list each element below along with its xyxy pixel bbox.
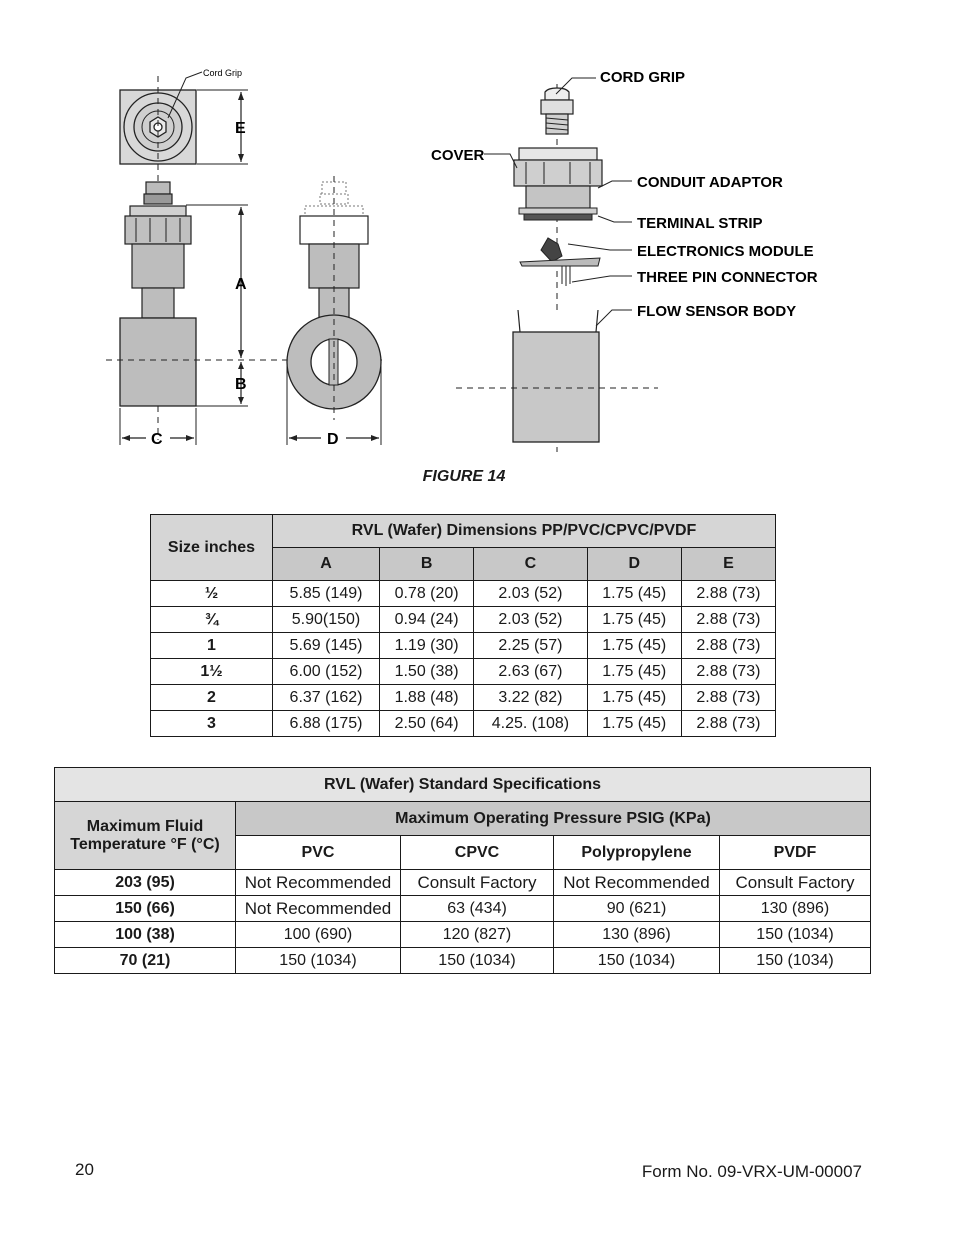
specifications-table <box>54 767 871 974</box>
size-cell: 2 <box>151 685 273 711</box>
col-header-pvc: PVC <box>236 836 401 870</box>
label-conduit-adaptor: CONDUIT ADAPTOR <box>637 174 783 191</box>
table-row <box>151 581 776 607</box>
page-number: 20 <box>75 1160 94 1179</box>
size-cell: 3 <box>151 711 273 737</box>
col-header-pvdf: PVDF <box>720 836 871 870</box>
figure-caption: FIGURE 14 <box>422 468 506 485</box>
value-cell: 1.75 (45) <box>587 581 681 607</box>
value-cell: 130 (896) <box>554 922 720 948</box>
value-cell: 150 (1034) <box>401 948 554 974</box>
temperature-cell: 70 (21) <box>55 948 236 974</box>
size-cell: ¾ <box>151 607 273 633</box>
value-cell: 3.22 (82) <box>474 685 587 711</box>
temperature-header: Maximum Fluid Temperature °F (°C) <box>55 802 236 870</box>
value-cell: 1.19 (30) <box>380 633 474 659</box>
side-view <box>287 176 381 420</box>
table-row <box>151 633 776 659</box>
label-cover: COVER <box>431 147 485 164</box>
specifications-title: RVL (Wafer) Standard Specifications <box>55 768 871 802</box>
temperature-cell: 100 (38) <box>55 922 236 948</box>
dimension-e-label: E <box>235 120 246 137</box>
value-cell: 2.50 (64) <box>380 711 474 737</box>
table-row <box>55 948 871 974</box>
value-cell: 2.88 (73) <box>681 685 775 711</box>
value-cell: 1.75 (45) <box>587 659 681 685</box>
value-cell: Consult Factory <box>401 870 554 896</box>
value-cell: 1.88 (48) <box>380 685 474 711</box>
value-cell: Consult Factory <box>720 870 871 896</box>
value-cell: 4.25. (108) <box>474 711 587 737</box>
temperature-cell: 203 (95) <box>55 870 236 896</box>
value-cell: 0.94 (24) <box>380 607 474 633</box>
value-cell: 2.88 (73) <box>681 633 775 659</box>
table-row <box>55 870 871 896</box>
table-row <box>55 896 871 922</box>
label-cord-grip: CORD GRIP <box>600 69 686 86</box>
dimension-b-label: B <box>235 376 247 393</box>
value-cell: 2.88 (73) <box>681 581 775 607</box>
value-cell: 2.88 (73) <box>681 659 775 685</box>
size-cell: ½ <box>151 581 273 607</box>
dimension-d-label: D <box>327 431 339 448</box>
value-cell: 1.75 (45) <box>587 711 681 737</box>
cord-grip-small-label: Cord Grip <box>203 68 243 78</box>
value-cell: 5.69 (145) <box>273 633 380 659</box>
form-number: Form No. 09-VRX-UM-00007 <box>641 1162 862 1181</box>
value-cell: 100 (690) <box>236 922 401 948</box>
value-cell: 2.03 (52) <box>474 581 587 607</box>
value-cell: 6.00 (152) <box>273 659 380 685</box>
value-cell: 5.90(150) <box>273 607 380 633</box>
value-cell: 1.75 (45) <box>587 685 681 711</box>
value-cell: 6.88 (175) <box>273 711 380 737</box>
label-electronics-module: ELECTRONICS MODULE <box>637 243 814 260</box>
dimension-drawing <box>100 60 400 455</box>
value-cell: 1.75 (45) <box>587 607 681 633</box>
label-terminal-strip: TERMINAL STRIP <box>637 215 763 232</box>
size-cell: 1 <box>151 633 273 659</box>
dimensions-table <box>150 514 776 737</box>
value-cell: Not Recommended <box>236 870 401 896</box>
value-cell: Not Recommended <box>554 870 720 896</box>
exploded-view-drawing <box>431 60 820 455</box>
value-cell: Not Recommended <box>236 896 401 922</box>
value-cell: 63 (434) <box>401 896 554 922</box>
value-cell: 130 (896) <box>720 896 871 922</box>
value-cell: 5.85 (149) <box>273 581 380 607</box>
temperature-cell: 150 (66) <box>55 896 236 922</box>
size-header: Size inches <box>151 515 273 581</box>
table-row <box>151 711 776 737</box>
value-cell: 1.75 (45) <box>587 633 681 659</box>
label-flow-sensor-body: FLOW SENSOR BODY <box>637 303 797 320</box>
label-three-pin-connector: THREE PIN CONNECTOR <box>637 269 818 286</box>
value-cell: 0.78 (20) <box>380 581 474 607</box>
col-header-cpvc: CPVC <box>401 836 554 870</box>
value-cell: 2.88 (73) <box>681 711 775 737</box>
dimensions-title: RVL (Wafer) Dimensions PP/PVC/CPVC/PVDF <box>273 515 776 548</box>
value-cell: 90 (621) <box>554 896 720 922</box>
value-cell: 2.25 (57) <box>474 633 587 659</box>
value-cell: 2.63 (67) <box>474 659 587 685</box>
col-header-b: B <box>380 548 474 581</box>
pressure-header: Maximum Operating Pressure PSIG (KPa) <box>236 802 871 836</box>
col-header-a: A <box>273 548 380 581</box>
dimension-a-label: A <box>235 276 247 293</box>
table-row <box>151 659 776 685</box>
size-cell: 1½ <box>151 659 273 685</box>
value-cell: 150 (1034) <box>554 948 720 974</box>
value-cell: 150 (1034) <box>720 948 871 974</box>
value-cell: 150 (1034) <box>720 922 871 948</box>
value-cell: 2.88 (73) <box>681 607 775 633</box>
value-cell: 150 (1034) <box>236 948 401 974</box>
col-header-c: C <box>474 548 587 581</box>
value-cell: 1.50 (38) <box>380 659 474 685</box>
col-header-e: E <box>681 548 775 581</box>
value-cell: 6.37 (162) <box>273 685 380 711</box>
col-header-d: D <box>587 548 681 581</box>
table-row <box>151 607 776 633</box>
dimension-c-label: C <box>151 431 163 448</box>
table-row <box>151 685 776 711</box>
table-row <box>55 922 871 948</box>
value-cell: 120 (827) <box>401 922 554 948</box>
col-header-polypropylene: Polypropylene <box>554 836 720 870</box>
value-cell: 2.03 (52) <box>474 607 587 633</box>
front-view-body <box>120 318 196 406</box>
